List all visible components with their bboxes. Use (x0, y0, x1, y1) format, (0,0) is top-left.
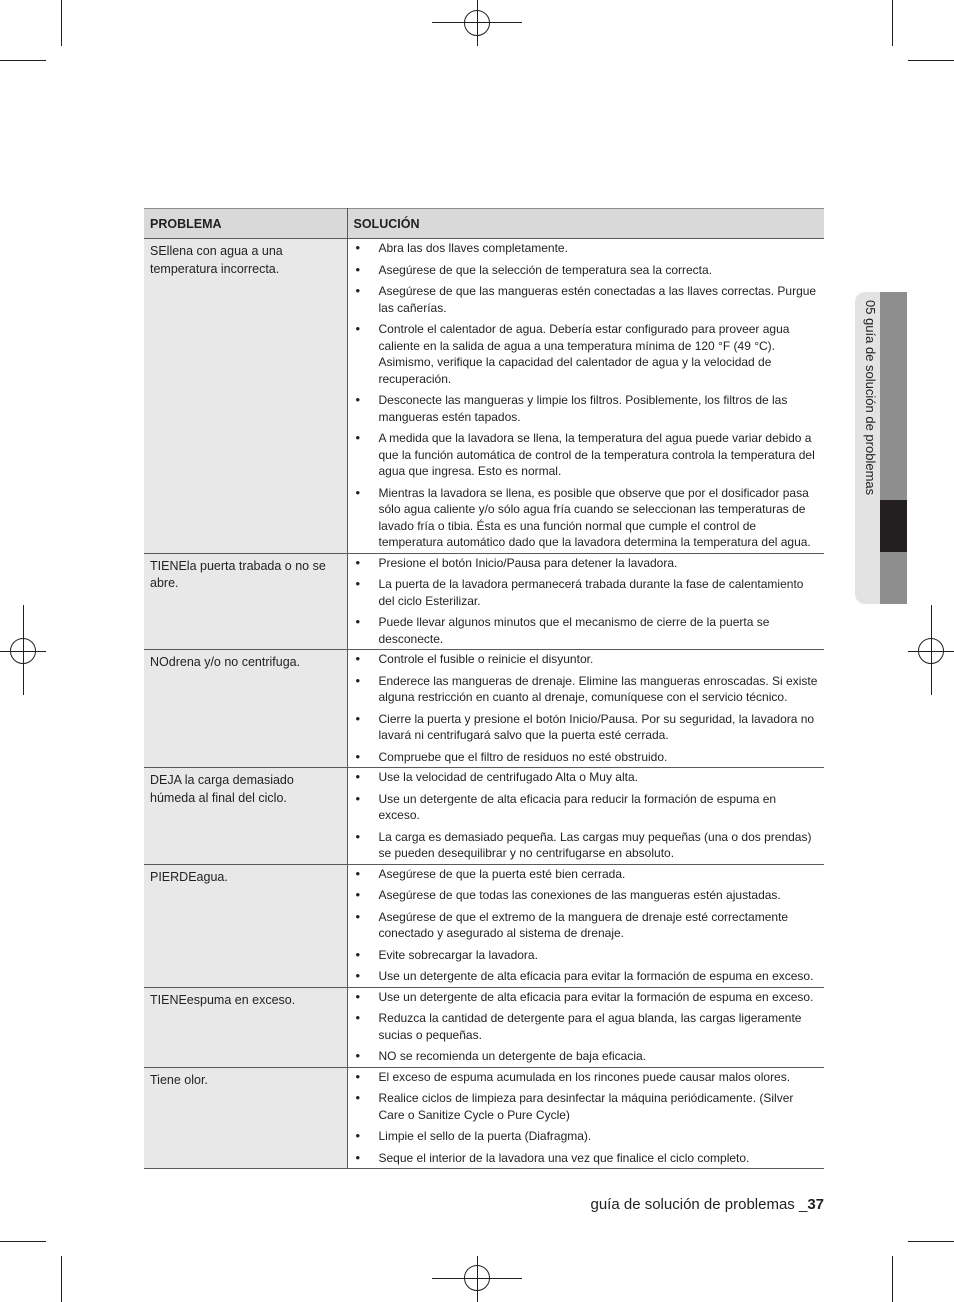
solution-cell (347, 864, 824, 987)
solution-item: • A medida que la lavadora se llena, la temperatura del agua puede variar debido a que la función automática de control de la temperatura controla la temperatura del agua que ingresa. Esto es normal. (356, 430, 819, 480)
table-row (144, 864, 824, 987)
solution-cell (347, 650, 824, 768)
solution-list (356, 866, 819, 985)
table-row (144, 768, 824, 865)
solution-item: • Use un detergente de alta eficacia para evitar la formación de espuma en exceso. (356, 989, 819, 1006)
table-row (144, 553, 824, 650)
solution-item: • Evite sobrecargar la lavadora. (356, 947, 819, 964)
table-row (144, 650, 824, 768)
solution-cell (347, 1067, 824, 1169)
problem-cell: NOdrena y/o no centrifuga. (144, 650, 347, 768)
solution-list (356, 1069, 819, 1167)
solution-cell (347, 768, 824, 865)
solution-item: • Controle el calentador de agua. Debería estar configurado para proveer agua caliente en la salida de agua a una temperatura mínima de 120 °F (49 °C). Asimismo, verifique la capacidad del calentador de agua y la velocidad de recuperación. (356, 321, 819, 387)
solution-item: • Compruebe que el filtro de residuos no esté obstruido. (356, 749, 819, 766)
problem-cell: TIENEla puerta trabada o no se abre. (144, 553, 347, 650)
solution-list (356, 240, 819, 551)
solution-item: • Desconecte las mangueras y limpie los filtros. Posiblemente, los filtros de las mangueras estén tapados. (356, 392, 819, 425)
solution-item: • Cierre la puerta y presione el botón Inicio/Pausa. Por su seguridad, la lavadora no lavará ni centrifugará salvo que la puerta esté cerrada. (356, 711, 819, 744)
problem-cell: Tiene olor. (144, 1067, 347, 1169)
table-row (144, 987, 824, 1067)
page-number: 37 (807, 1196, 824, 1213)
crop-mark (892, 1256, 893, 1302)
problem-column-header: PROBLEMA (144, 209, 347, 239)
solution-item: • Use un detergente de alta eficacia para evitar la formación de espuma en exceso. (356, 968, 819, 985)
solution-item: • Controle el fusible o reinicie el disyuntor. (356, 651, 819, 668)
solution-item: • Asegúrese de que la puerta esté bien cerrada. (356, 866, 819, 883)
solution-column-header: SOLUCIÓN (347, 209, 824, 239)
table-row (144, 239, 824, 554)
solution-list (356, 769, 819, 862)
solution-item: • Asegúrese de que todas las conexiones de las mangueras estén ajustadas. (356, 887, 819, 904)
solution-cell (347, 239, 824, 554)
page-footer (591, 1196, 825, 1213)
solution-item: • Presione el botón Inicio/Pausa para detener la lavadora. (356, 555, 819, 572)
solution-list (356, 651, 819, 765)
footer-text: guía de solución de problemas _ (590, 1196, 808, 1213)
chapter-tab-strip (880, 292, 907, 604)
solution-cell (347, 553, 824, 650)
solution-item: • Seque el interior de la lavadora una vez que finalice el ciclo completo. (356, 1150, 819, 1167)
solution-cell (347, 987, 824, 1067)
chapter-tab-marker (880, 500, 907, 552)
solution-item: • La carga es demasiado pequeña. Las cargas muy pequeñas (una o dos prendas) se pueden desequilibrar y no centrifugarse en absoluto. (356, 829, 819, 862)
crop-mark (908, 1241, 954, 1242)
crop-mark (908, 60, 954, 61)
solution-item: • Reduzca la cantidad de detergente para el agua blanda, las cargas ligeramente sucias o pequeñas. (356, 1010, 819, 1043)
solution-item: • Use la velocidad de centrifugado Alta o Muy alta. (356, 769, 819, 786)
solution-item: • Asegúrese de que la selección de temperatura sea la correcta. (356, 262, 819, 279)
problem-cell: TIENEespuma en exceso. (144, 987, 347, 1067)
problem-cell: DEJA la carga demasiado húmeda al final del ciclo. (144, 768, 347, 865)
solution-item: • Realice ciclos de limpieza para desinfectar la máquina periódicamente. (Silver Care o Sanitize Cycle o Pure Cycle) (356, 1090, 819, 1123)
solution-item: • El exceso de espuma acumulada en los rincones puede causar malos olores. (356, 1069, 819, 1086)
table-header-row (144, 209, 824, 239)
solution-item: • Asegúrese de que las mangueras estén conectadas a las llaves correctas. Purgue las cañerías. (356, 283, 819, 316)
solution-list (356, 989, 819, 1065)
solution-item: • Use un detergente de alta eficacia para reducir la formación de espuma en exceso. (356, 791, 819, 824)
solution-item: • Abra las dos llaves completamente. (356, 240, 819, 257)
crop-mark (0, 60, 46, 61)
solution-item: • Asegúrese de que el extremo de la manguera de drenaje esté correctamente conectado y asegurado al sistema de drenaje. (356, 909, 819, 942)
problem-cell: PIERDEagua. (144, 864, 347, 987)
solution-item: • NO se recomienda un detergente de baja eficacia. (356, 1048, 819, 1065)
table-row (144, 1067, 824, 1169)
solution-item: • Enderece las mangueras de drenaje. Elimine las mangueras enroscadas. Si existe alguna restricción en cuanto al drenaje, comuníquese con el servicio técnico. (356, 673, 819, 706)
crop-mark (0, 1241, 46, 1242)
chapter-tab-label: 05 guía de solución de problemas (863, 300, 878, 496)
crop-mark (892, 0, 893, 46)
solution-list (356, 555, 819, 648)
solution-item: • La puerta de la lavadora permanecerá trabada durante la fase de calentamiento del ciclo Esterilizar. (356, 576, 819, 609)
problem-cell: SEllena con agua a una temperatura incorrecta. (144, 239, 347, 554)
crop-mark (61, 0, 62, 46)
solution-item: • Puede llevar algunos minutos que el mecanismo de cierre de la puerta se desconecte. (356, 614, 819, 647)
solution-item: • Limpie el sello de la puerta (Diafragma). (356, 1128, 819, 1145)
crop-mark (61, 1256, 62, 1302)
troubleshooting-table (144, 208, 824, 1169)
solution-item: • Mientras la lavadora se llena, es posible que observe que por el dosificador pasa sólo agua caliente y/o sólo agua fría cuando se seleccionan las temperaturas de lavado fría o tibia. Ésta es una función normal que cumple el control de temperatura automático dado que la lavadora determina la temperatura del agua. (356, 485, 819, 551)
